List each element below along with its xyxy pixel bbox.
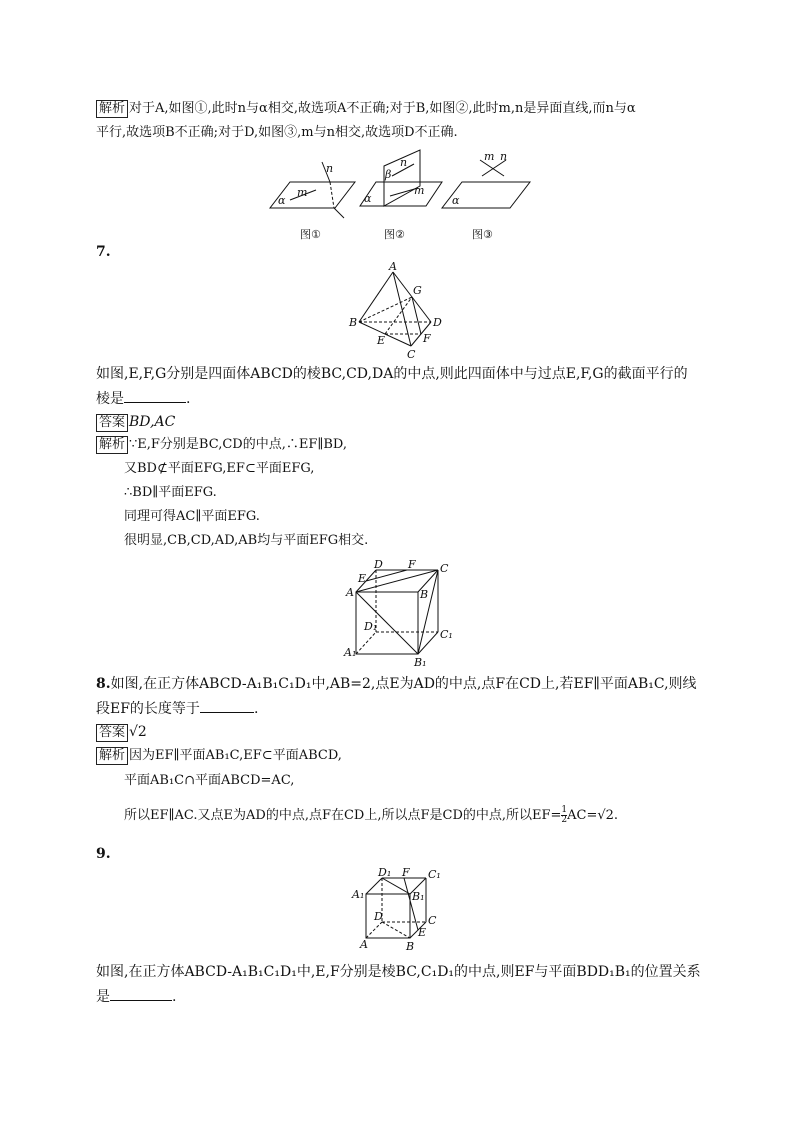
svg-text:D: D [433,316,442,329]
svg-text:n: n [326,162,334,175]
question-7-text-line1: 如图,E,F,G分别是四面体ABCD的棱BC,CD,DA的中点,则此四面体中与过点E,F,G的截面平行的 [96,366,688,382]
svg-text:n: n [500,150,508,163]
svg-text:C₁: C₁ [428,868,441,881]
svg-text:F: F [423,332,431,345]
svg-text:A: A [346,586,354,599]
analysis-tag: 解析 [96,100,128,118]
question-8-analysis: 解析 因为EF∥平面AB₁C,EF⊂平面ABCD, [96,747,342,765]
svg-text:D₁: D₁ [364,620,378,633]
analysis-tag: 解析 [96,436,128,454]
figure-3-plane-lines [442,150,532,212]
svg-text:E: E [418,926,427,939]
svg-text:α: α [364,192,372,205]
q6-analysis-line1: 解析 对于A,如图①,此时n与α相交,故选项A不正确;对于B,如图②,此时m,n是异面直线,而n与α [96,100,636,118]
svg-text:D₁: D₁ [378,866,392,879]
svg-text:C: C [440,562,449,575]
question-7-analysis-line3: ∴BD∥平面EFG. [124,485,217,500]
svg-text:C₁: C₁ [440,628,453,641]
question-7-analysis: 解析 ∵E,F分别是BC,CD的中点,∴EF∥BD, [96,436,347,454]
svg-text:B: B [349,316,358,329]
analysis-tag: 解析 [96,747,128,765]
question-7-analysis-line5: 很明显,CB,CD,AD,AB均与平面EFG相交. [124,533,369,548]
svg-text:α: α [278,194,286,207]
question-8-answer: 答案 √2 [96,722,147,742]
svg-text:β: β [385,168,392,181]
svg-text:C: C [428,914,437,927]
question-8-analysis-line3: 所以EF∥AC.又点E为AD的中点,点F在CD上,所以点F是CD的中点,所以EF= $\frac{1}{2}$ AC=√2. [124,805,619,825]
q6-analysis-line2: 平行,故选项B不正确;对于D,如图③,m与n相交,故选项D不正确. [96,125,458,140]
svg-text:D: D [374,558,383,571]
answer-tag: 答案 [96,414,128,432]
answer-blank[interactable] [110,986,172,1001]
svg-text:B: B [420,588,429,601]
answer-blank[interactable] [124,388,186,403]
figure-2-two-planes [356,148,446,218]
svg-text:A₁: A₁ [352,888,365,901]
svg-text:m: m [414,184,425,197]
svg-text:m: m [297,186,308,199]
question-8-text-line1: 8.如图,在正方体ABCD-A₁B₁C₁D₁中,AB=2,点E为AD的中点,点F在CD上,若EF∥平面AB₁C,则线 [96,676,697,692]
question-7-analysis-line2: 又BD⊄平面EFG,EF⊂平面EFG, [124,461,315,476]
svg-text:F: F [408,558,416,571]
question-9-number: 9. [96,846,111,862]
svg-text:E: E [377,334,386,347]
question-7-text-line2: 棱是 . [96,388,190,409]
caption-fig2: 图② [384,228,405,241]
svg-text:n: n [400,156,408,169]
svg-text:B₁: B₁ [412,890,425,903]
question-9-text-line1: 如图,在正方体ABCD-A₁B₁C₁D₁中,E,F分别是棱BC,C₁D₁的中点,则EF与平面BDD₁B₁的位置关系 [96,964,701,980]
svg-text:F: F [402,866,410,879]
question-9-text-line2: 是 . [96,986,176,1007]
svg-text:B₁: B₁ [414,656,427,669]
question-7-answer: 答案 BD,AC [96,412,175,432]
question-8-analysis-line2: 平面AB₁C∩平面ABCD=AC, [124,773,295,788]
svg-text:D: D [374,910,383,923]
svg-text:B: B [406,940,415,953]
question-7-analysis-line4: 同理可得AC∥平面EFG. [124,509,260,524]
svg-text:A: A [389,260,397,273]
svg-text:A₁: A₁ [344,646,357,659]
caption-fig3: 图③ [472,228,493,241]
svg-text:E: E [358,572,367,585]
caption-fig1: 图① [300,228,321,241]
tetrahedron-figure [345,262,455,362]
svg-text:A: A [360,938,368,951]
cube-figure-q8 [340,560,460,670]
svg-text:m: m [484,150,495,163]
cube-figure-q9 [350,868,450,958]
answer-blank[interactable] [200,698,254,713]
svg-text:G: G [413,284,422,297]
figure-1-plane-line [270,160,360,220]
question-8-text-line2: 段EF的长度等于 . [96,698,258,719]
svg-text:α: α [452,194,460,207]
svg-text:C: C [407,348,416,361]
question-7-number: 7. [96,244,111,260]
answer-tag: 答案 [96,724,128,742]
